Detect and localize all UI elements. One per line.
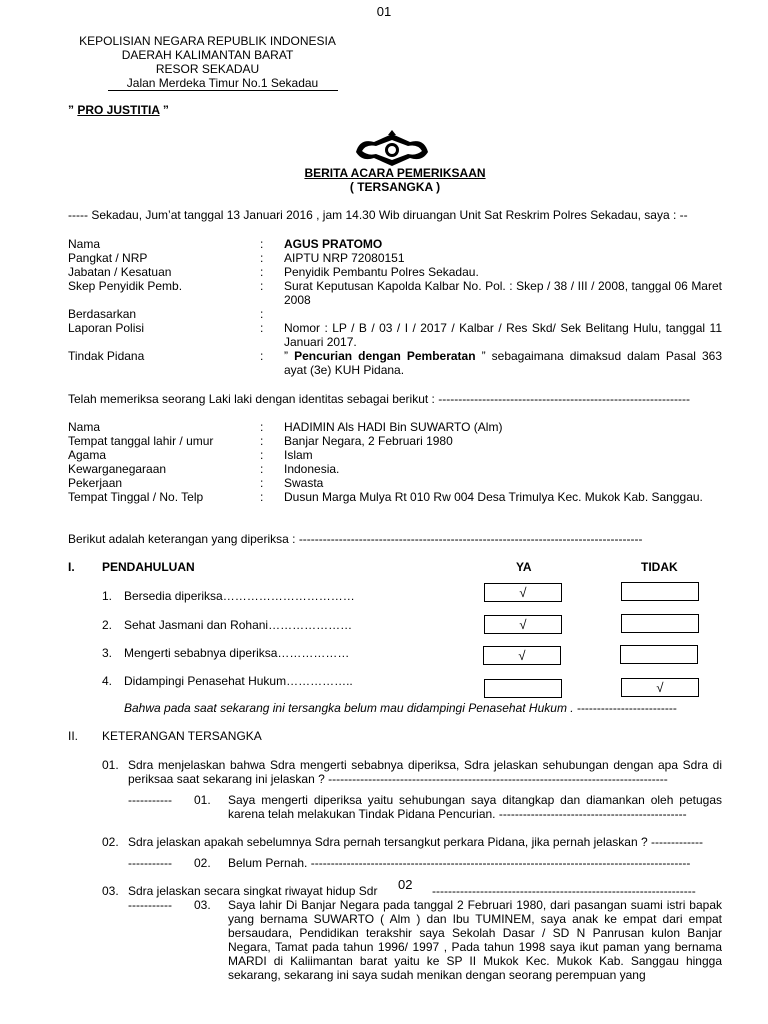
suspect-job-label: Pekerjaan: [68, 476, 123, 490]
item-1-text: Bersedia diperiksa……………………………: [124, 589, 355, 603]
answer-1-number: 01.: [194, 793, 211, 807]
question-3-number: 03.: [102, 884, 119, 898]
suspect-address-label: Tempat Tinggal / No. Telp: [68, 490, 204, 504]
colon: :: [260, 448, 264, 462]
crime-quote-open: ”: [284, 349, 295, 363]
crime-name: Pencurian dengan Pemberatan: [294, 349, 476, 363]
police-emblem-icon: [352, 130, 432, 170]
item-3-number: 3.: [102, 646, 113, 660]
item-2-number: 2.: [102, 618, 113, 632]
counsel-note: [124, 701, 677, 715]
page-number-bottom: 02: [398, 877, 413, 892]
answer-1-dash: -----------: [128, 793, 172, 807]
item-2-ya-checkbox[interactable]: √: [484, 615, 562, 634]
letterhead: [70, 34, 345, 91]
page-number-top: 01: [376, 4, 392, 19]
section-2-number: II.: [68, 729, 79, 743]
letterhead-line-3: RESOR SEKADAU: [155, 62, 260, 76]
examiner-position-label: Jabatan / Kesatuan: [68, 265, 172, 279]
suspect-religion-label: Agama: [68, 448, 107, 462]
section-1-title: PENDAHULUAN: [102, 560, 195, 574]
examiner-rank-value: AIPTU NRP 72080151: [284, 251, 405, 265]
item-4-ya-checkbox[interactable]: [484, 679, 562, 698]
counsel-note-dash: -------------------------: [573, 701, 677, 715]
counsel-note-text: Bahwa pada saat sekarang ini tersangka belum mau didampingi Penasehat Hukum .: [124, 701, 574, 715]
colon: :: [260, 279, 264, 293]
suspect-religion-value: Islam: [284, 448, 313, 462]
item-4-tidak-checkbox[interactable]: √: [621, 678, 699, 697]
document-title-sub: ( TERSANGKA ): [349, 180, 441, 194]
item-1-number: 1.: [102, 589, 113, 603]
document-title: [0, 166, 768, 194]
quote-open: ”: [68, 103, 78, 117]
examiner-name-value: AGUS PRATOMO: [284, 237, 383, 251]
question-2-text: Sdra jelaskan apakah sebelumnya Sdra pernah tersangkut perkara Pidana, jika pernah jelaskan ? -------------: [128, 835, 703, 849]
section-1-number: I.: [68, 560, 75, 574]
crime-article: ” sebagaimana dimaksud dalam Pasal 363 ayat (3e) KUH Pidana.: [284, 349, 722, 377]
colon: :: [260, 476, 264, 490]
colon: :: [260, 251, 264, 265]
colon: :: [260, 490, 264, 504]
suspect-birth-value: Banjar Negara, 2 Februari 1980: [284, 434, 453, 448]
letterhead-line-2: DAERAH KALIMANTAN BARAT: [121, 48, 294, 62]
answer-3-number: 03.: [194, 898, 211, 912]
crime-label: Tindak Pidana: [68, 349, 145, 363]
suspect-birth-label: Tempat tanggal lahir / umur: [68, 434, 214, 448]
colon: :: [260, 237, 264, 251]
colon: :: [260, 434, 264, 448]
examiner-position-value: Penyidik Pembantu Polres Sekadau.: [284, 265, 479, 279]
column-tidak: TIDAK: [641, 560, 678, 574]
item-2-tidak-checkbox[interactable]: [621, 614, 699, 633]
quote-close: ”: [159, 103, 169, 117]
letterhead-address: Jalan Merdeka Timur No.1 Sekadau: [108, 76, 338, 91]
examined-intro: Telah memeriksa seorang Laki laki dengan identitas sebagai berikut : ---------------------------------------------------------------: [68, 392, 690, 406]
examiner-decree-value: Surat Keputusan Kapolda Kalbar No. Pol. : Skep / 38 / III / 2008, tanggal 06 Maret 2008: [284, 279, 722, 307]
examiner-name-label: Nama: [68, 237, 101, 251]
colon: :: [260, 420, 264, 434]
item-4-text: Didampingi Penasehat Hukum……………..: [124, 674, 353, 688]
police-report-value: Nomor : LP / B / 03 / I / 2017 / Kalbar / Res Skd/ Sek Belitang Hulu, tanggal 11 Januari 2017.: [284, 321, 722, 349]
pro-justitia: [68, 103, 169, 117]
suspect-job-value: Swasta: [284, 476, 324, 490]
statement-intro: Berikut adalah keterangan yang diperiksa : --------------------------------------------------------------------------------------: [68, 532, 643, 546]
item-3-text: Mengerti sebabnya diperiksa………………: [124, 646, 350, 660]
pro-justitia-text: PRO JUSTITIA: [77, 103, 160, 117]
answer-2-number: 02.: [194, 856, 211, 870]
question-1-text: Sdra menjelaskan bahwa Sdra mengerti sebabnya diperiksa, Sdra jelaskan sehubungan dengan apa Sdra di periksaa saat sekarang ini jelaskan ? -------------------------------------------------------------------------------------: [128, 758, 722, 786]
colon: :: [260, 307, 264, 321]
answer-2-dash: -----------: [128, 856, 172, 870]
item-4-number: 4.: [102, 674, 113, 688]
examiner-decree-label: Skep Penyidik Pemb.: [68, 279, 183, 293]
letterhead-line-1: KEPOLISIAN NEGARA REPUBLIK INDONESIA: [79, 34, 336, 48]
item-3-tidak-checkbox[interactable]: [620, 645, 698, 664]
colon: :: [260, 265, 264, 279]
suspect-name-label: Nama: [68, 420, 101, 434]
suspect-nationality-value: Indonesia.: [284, 462, 340, 476]
answer-3-text: Saya lahir Di Banjar Negara pada tanggal 2 Februari 1980, dari pasangan suami istri bapak yang bernama SUWARTO ( Alm ) dan Ibu TUMINEM, saya anak ke empat dari empat bersaudara, Pendidikan terakshir saya Sekolah Dasar / SD N Panrusan kulon Banjar Negara, Tamat pada tahun 1996/ 1997 , Pada tahun 1998 saya ikut paman yang bernama MARDI di Kaliimantan barat yaitu ke SP II Mukok Kec. Mukok Kab. Sanggau hingga sekarang, sekarang ini saya sudah menikan dengan seorang perempuan yang: [228, 898, 722, 982]
suspect-nationality-label: Kewarganegaraan: [68, 462, 167, 476]
item-1-tidak-checkbox[interactable]: [621, 582, 699, 601]
basis-label: Berdasarkan: [68, 307, 137, 321]
suspect-address-value: Dusun Marga Mulya Rt 010 Rw 004 Desa Trimulya Kec. Mukok Kab. Sanggau.: [284, 490, 703, 504]
question-3-text: Sdra jelaskan secara singkat riwayat hidup Sdr: [128, 884, 378, 898]
item-2-text: Sehat Jasmani dan Rohani…………………: [124, 618, 353, 632]
question-2-number: 02.: [102, 835, 119, 849]
intro-line: ----- Sekadau, Jum’at tanggal 13 Januari 2016 , jam 14.30 Wib diruangan Unit Sat Reskrim Polres Sekadau, saya : --: [68, 208, 688, 222]
answer-2-text: Belum Pernah. -----------------------------------------------------------------------------------------------: [228, 856, 691, 870]
section-2-title: KETERANGAN TERSANGKA: [102, 729, 262, 743]
examiner-rank-label: Pangkat / NRP: [68, 251, 148, 265]
document-title-main: BERITA ACARA PEMERIKSAAN: [304, 166, 486, 180]
crime-value: [284, 349, 722, 377]
question-3-dash: ------------------------------------------------------------------: [432, 884, 696, 898]
item-1-ya-checkbox[interactable]: √: [484, 583, 562, 602]
police-report-label: Laporan Polisi: [68, 321, 145, 335]
answer-1-text: Saya mengerti diperiksa yaitu sehubungan saya ditangkap dan diamankan oleh petugas karena telah melakukan Tindak Pidana Pencurian. -----------------------------------------------: [228, 793, 722, 821]
colon: :: [260, 321, 264, 335]
suspect-name-value: HADIMIN Als HADI Bin SUWARTO (Alm): [284, 420, 503, 434]
colon: :: [260, 349, 264, 363]
column-ya: YA: [516, 560, 532, 574]
answer-3-dash: -----------: [128, 898, 172, 912]
colon: :: [260, 462, 264, 476]
question-1-number: 01.: [102, 758, 119, 772]
item-3-ya-checkbox[interactable]: √: [483, 646, 561, 665]
